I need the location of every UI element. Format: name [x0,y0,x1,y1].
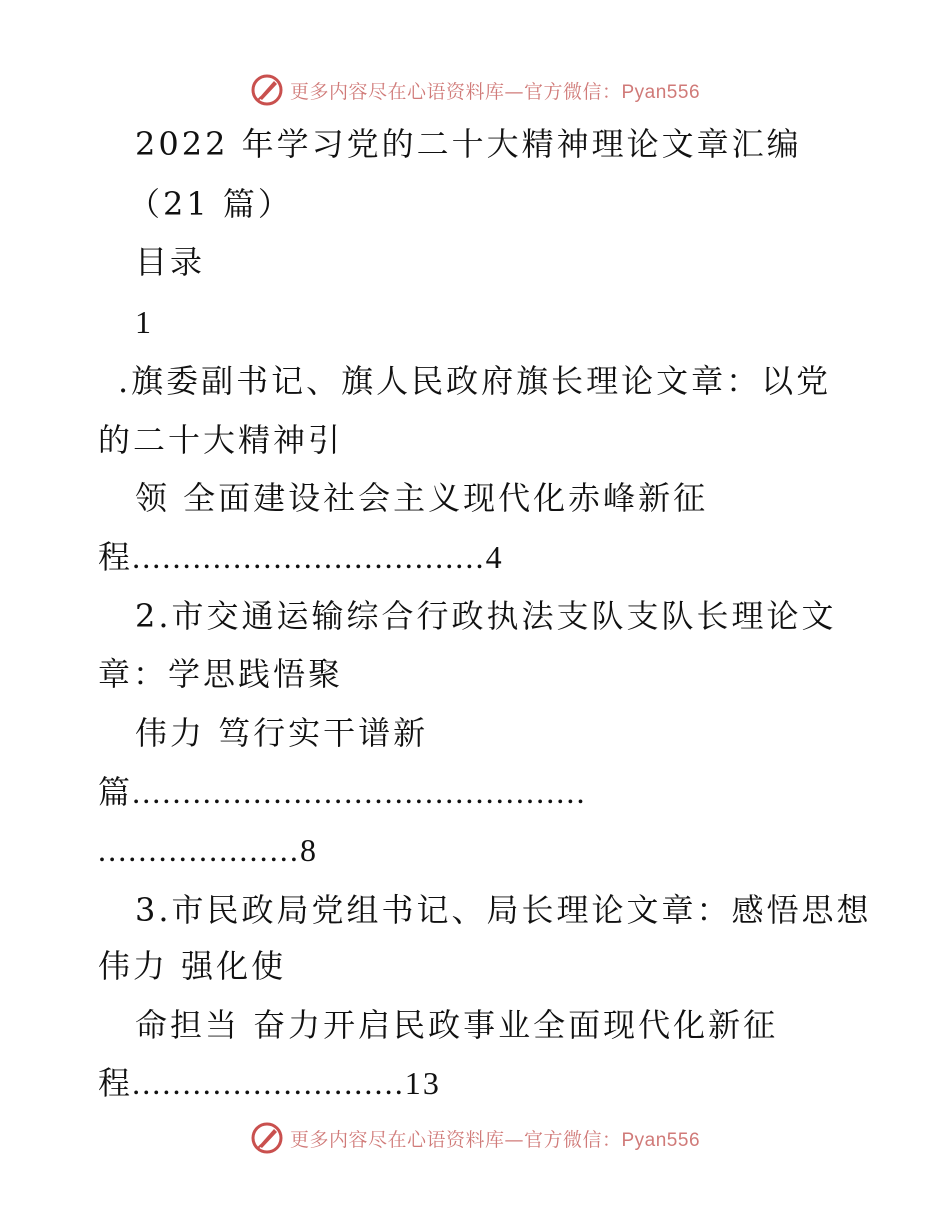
document-title-count: （21 篇） [128,185,293,223]
footer-watermark [0,1118,950,1158]
header-watermark [0,70,950,110]
toc-entry-3-line-1: 3.市民政局党组书记、局长理论文章：感悟思想 [135,891,872,929]
watermark-account: Pyan556 [621,1129,701,1151]
toc-entry-2-line-1: 2.市交通运输综合行政执法支队支队长理论文 [135,597,837,635]
toc-entry-1-number: 1 [135,304,152,340]
toc-entry-3-line-3: 命担当 奋力开启民政事业全面现代化新征 [135,1006,779,1044]
watermark-text [290,1125,700,1152]
watermark-label: 更多内容尽在心语资料库—官方微信： [289,80,622,103]
toc-entry-2-line-3: 伟力 笃行实干谱新 [135,714,429,752]
quill-logo-icon [250,73,284,107]
toc-entry-2-line-5: ....................8 [98,832,319,868]
document-title: 2022 年学习党的二十大精神理论文章汇编 [135,125,802,163]
toc-entry-3-line-4: 程...........................13 [98,1065,441,1101]
watermark-label: 更多内容尽在心语资料库—官方微信： [289,1128,622,1151]
watermark-account: Pyan556 [621,81,701,103]
toc-heading: 目录 [135,243,206,281]
toc-entry-1-line-2: 的二十大精神引 [98,421,344,459]
toc-entry-1-line-3: 领 全面建设社会主义现代化赤峰新征 [135,479,709,517]
toc-entry-2-line-2: 章：学思践悟聚 [98,655,344,693]
toc-entry-1-line-4: 程...................................4 [98,539,504,575]
toc-entry-3-line-2: 伟力 强化使 [98,947,287,985]
watermark-text [290,77,700,104]
quill-logo-icon [250,1121,284,1155]
toc-entry-2-line-4: 篇............................................. [98,774,587,810]
toc-entry-1-line-1: .旗委副书记、旗人民政府旗长理论文章：以党 [118,362,832,400]
